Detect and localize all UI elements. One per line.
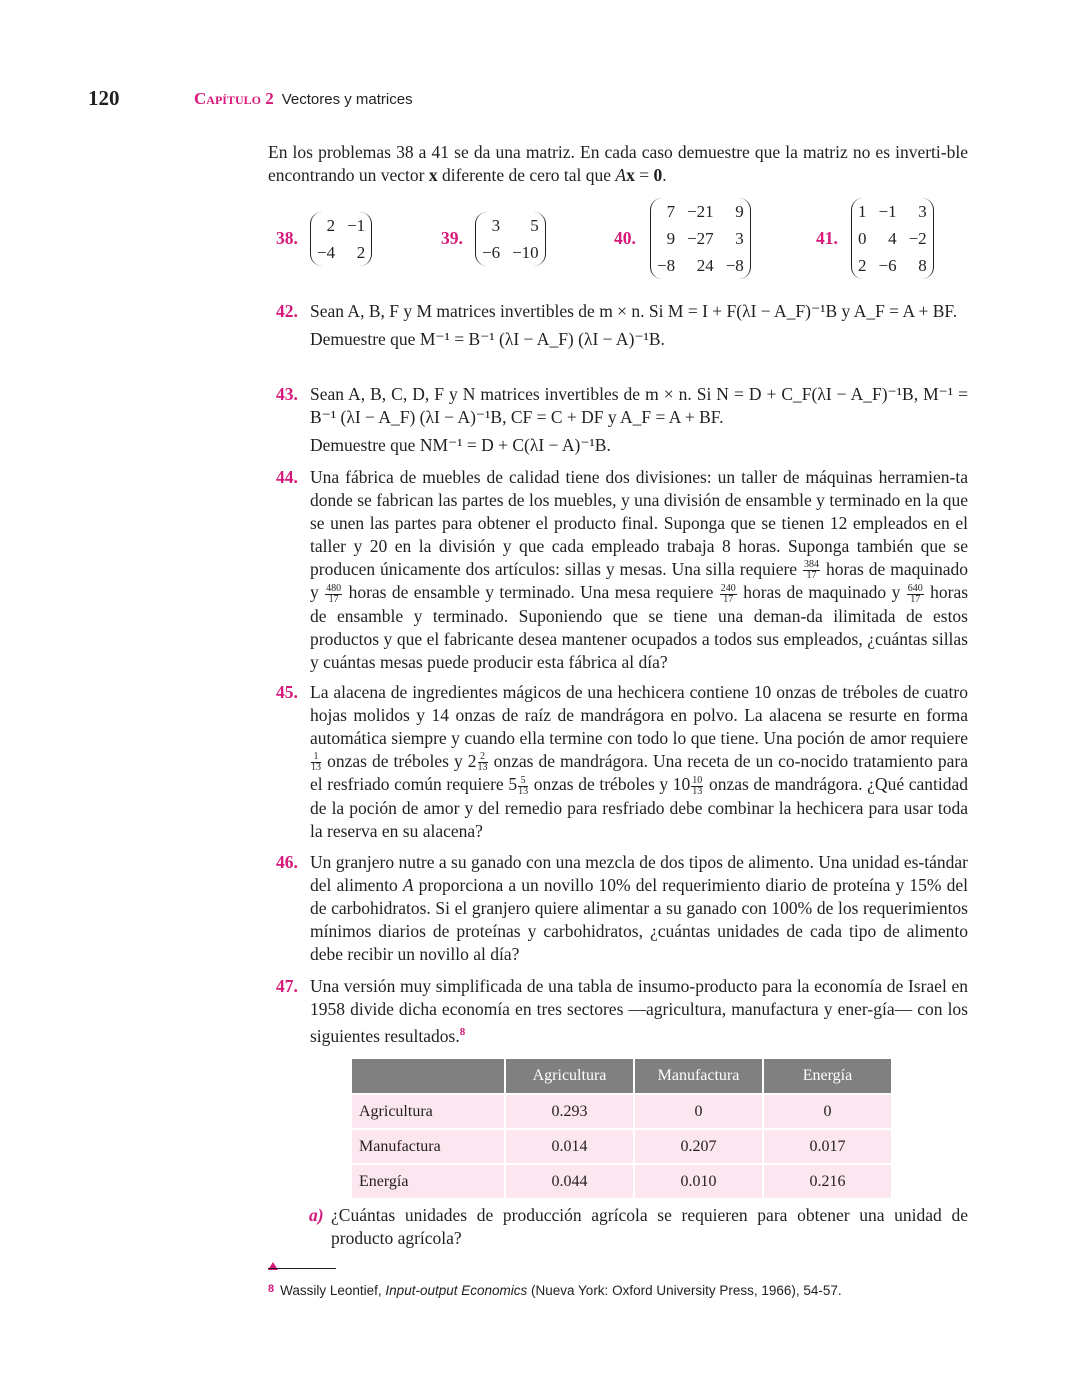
problem-46-text: Un granjero nutre a su ganado con una mezcla de dos tipos de alimento. Una unidad es-tándar del alimento A proporciona a un novillo 10% del requerimiento diario de proteína y 15% del de carbohidratos. Si el granjero quiere alimentar a su ganado con 100% de los requerimientos mínimos diarios de proteínas y carbohidratos, ¿cuántas unidades de cada tipo de alimento debe recibir un novillo al día? — [310, 852, 968, 964]
matrix-39: 3 5 −6 −10 — [475, 212, 546, 266]
fraction: $\frac{2}{13}$ — [477, 751, 488, 774]
problem-46-number: 46. — [276, 852, 298, 872]
input-output-table — [350, 1057, 893, 1200]
matrix-41: 1 −1 3 0 4 −2 2 −6 8 — [851, 198, 934, 279]
problem-43 — [276, 383, 968, 457]
fraction: $\frac{1}{13}$ — [311, 751, 321, 774]
part-a-text: ¿Cuántas unidades de producción agrícola se requieren para obtener una unidad de producto agrícola? — [331, 1205, 968, 1248]
matrix-40: 7 −21 9 9 −27 3 −8 24 −8 — [650, 198, 751, 279]
table-corner — [352, 1059, 504, 1093]
running-header — [194, 89, 413, 109]
chapter-title: Vectores y matrices — [281, 91, 413, 108]
problem-45-number: 45. — [276, 682, 298, 702]
problem-45 — [276, 681, 968, 843]
problem-42-statement: Sean A, B, F y M matrices invertibles de m × n. Si M = I + F(λI − A_F)⁻¹B y A_F = A + BF. — [310, 301, 958, 321]
column-header: Energía — [764, 1059, 891, 1093]
table-row — [352, 1130, 891, 1163]
table-cell: 0.014 — [506, 1130, 633, 1163]
problem-42-number: 42. — [276, 301, 298, 321]
row-header: Agricultura — [352, 1095, 504, 1128]
table-cell: 0.207 — [635, 1130, 762, 1163]
problem-43-number: 43. — [276, 384, 298, 404]
matrix-38: 2 −1 −4 2 — [310, 212, 372, 266]
chapter-label: Capítulo 2 — [194, 89, 274, 108]
problem-44 — [276, 466, 968, 674]
footnote-number: 8 — [268, 1283, 275, 1295]
table-cell: 0.017 — [764, 1130, 891, 1163]
problem-43-statement: Sean A, B, C, D, F y N matrices invertibles de m × n. Si N = D + C_F(λI − A_F)⁻¹B, M⁻¹ = B⁻¹ (λI − A_F) (λI − A)⁻¹B, CF = C + DF y A_F = A + BF. — [310, 384, 968, 427]
problem-44-text: Una fábrica de muebles de calidad tiene dos divisiones: un taller de máquinas herramien-ta donde se fabrican las partes de los muebles, y una división de ensamble y terminado en la que se unen las partes para obtener el producto final. Suponga que se tienen 12 empleados en el taller y 20 en la división y que cada empleado trabaja 8 horas. Suponga también que se producen únicamente dos artículos: sillas y mesas. Una silla requiere $\frac{384}{17}$ horas de maquinado y $\frac{480}{17}$ horas de ensamble y terminado. Una mesa requiere $\frac{240}{17}$ horas de maquinado y $\frac{640}{17}$ horas de ensamble y terminado. Suponiendo que se tiene una deman-da ilimitada de estos productos y que el fabricante desea mantener ocupados a todos sus empleados, ¿cuántas sillas y cuántas mesas puede producir esta fábrica al día? — [310, 467, 969, 672]
fraction: $\frac{240}{17}$ — [720, 582, 736, 605]
part-a-letter: a) — [309, 1205, 324, 1225]
problem-42 — [276, 300, 968, 351]
table-cell: 0.216 — [764, 1165, 891, 1198]
page-number: 120 — [88, 86, 120, 110]
fraction: $\frac{10}{13}$ — [692, 774, 703, 797]
problem-43-demo: Demuestre que NM⁻¹ = D + C(λI − A)⁻¹B. — [310, 435, 611, 455]
problem-45-text: La alacena de ingredientes mágicos de una hechicera contiene 10 onzas de tréboles de cuatro hojas molidos y 14 onzas de raíz de mandrágora en polvo. La alacena se resurte en forma automática siempre y cuando ella termine con todo lo que tiene. Una poción de amor requiere $\frac{1}{13}$ onzas de tréboles y 2 $\frac{2}{13}$ onzas de mandrágora. Una receta de un co-nocido tratamiento para el resfriado común requiere 5 $\frac{5}{13}$ onzas de tréboles y 10 $\frac{10}{13}$ onzas de mandrágora. ¿Qué cantidad de la poción de amor y del remedio para resfriado debe combinar la hechicera para usar toda la reserva en su alacena? — [310, 682, 969, 841]
part-a — [309, 1204, 968, 1250]
table-cell: 0.044 — [506, 1165, 633, 1198]
intro-paragraph: En los problemas 38 a 41 se da una matriz. En cada caso demuestre que la matriz no es inverti-ble encontrando un vector x diferente de cero tal que Ax = 0. — [268, 142, 968, 185]
table-row — [352, 1095, 891, 1128]
table-cell: 0 — [635, 1095, 762, 1128]
table-cell: 0.293 — [506, 1095, 633, 1128]
problem-38-number: 38. — [276, 228, 298, 248]
problem-41-number: 41. — [816, 228, 838, 248]
table-row — [352, 1165, 891, 1198]
problem-39-number: 39. — [441, 228, 463, 248]
column-header: Agricultura — [506, 1059, 633, 1093]
fraction: $\frac{5}{13}$ — [518, 774, 529, 797]
row-header: Manufactura — [352, 1130, 504, 1163]
problem-46 — [276, 851, 968, 966]
problem-44-number: 44. — [276, 467, 298, 487]
row-header: Energía — [352, 1165, 504, 1198]
problem-42-demo: Demuestre que M⁻¹ = B⁻¹ (λI − A_F) (λI − A)⁻¹B. — [310, 329, 665, 349]
footnote: $^8$ Wassily Leontief, Input-output Economics (Nueva York: Oxford University Press, 1966), 54-57. — [268, 1283, 842, 1298]
problem-40-number: 40. — [614, 228, 636, 248]
problem-47-text: Una versión muy simplificada de una tabla de insumo-producto para la economía de Israel en 1958 divide dicha economía en tres sectores —agricultura, manufactura y ener-gía— con los siguientes resultados.$^8$ — [310, 976, 968, 1046]
table-cell: 0 — [764, 1095, 891, 1128]
fraction: $\frac{480}{17}$ — [326, 582, 342, 605]
fraction: $\frac{384}{17}$ — [804, 559, 820, 582]
footnote-divider — [268, 1268, 336, 1269]
column-header: Manufactura — [635, 1059, 762, 1093]
fraction: $\frac{640}{17}$ — [907, 582, 923, 605]
footnote-ref: 8 — [459, 1026, 466, 1038]
table-cell: 0.010 — [635, 1165, 762, 1198]
table-header-row — [352, 1059, 891, 1093]
problem-47-number: 47. — [276, 976, 298, 996]
problem-47 — [276, 975, 968, 1048]
